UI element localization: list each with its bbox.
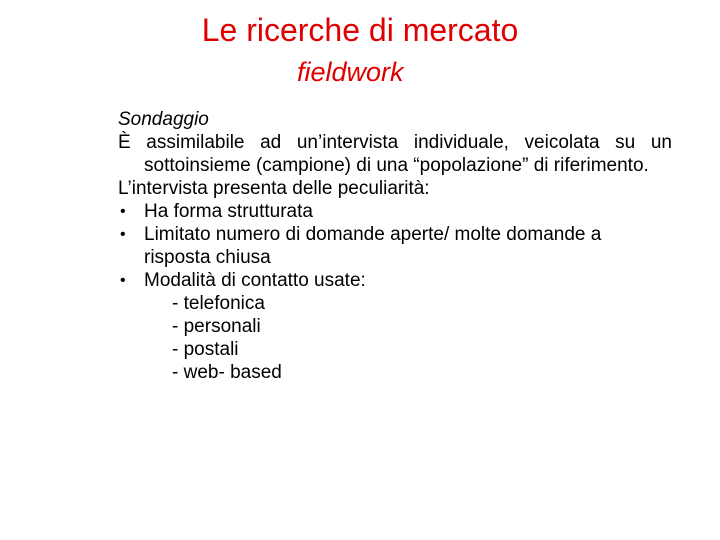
bullet-icon: • bbox=[120, 203, 126, 220]
bullet-text: Limitato numero di domande aperte/ molte domande a risposta chiusa bbox=[144, 224, 602, 268]
bullet-text: Modalità di contatto usate: bbox=[144, 270, 366, 291]
slide-body bbox=[118, 108, 672, 384]
contact-method-item: - postali bbox=[172, 339, 239, 360]
slide-subtitle: fieldwork bbox=[297, 57, 404, 87]
bullet-icon: • bbox=[120, 272, 126, 289]
contact-methods-list bbox=[144, 292, 672, 384]
bullet-item bbox=[118, 200, 672, 223]
contact-method-item: - telefonica bbox=[172, 293, 265, 314]
slide-title: Le ricerche di mercato bbox=[201, 12, 519, 48]
bullet-icon: • bbox=[120, 226, 126, 243]
contact-method-item: - web- based bbox=[172, 362, 282, 383]
section-heading: Sondaggio bbox=[118, 109, 209, 130]
bullet-item bbox=[118, 269, 672, 384]
contact-method-item: - personali bbox=[172, 316, 261, 337]
definition-paragraph: È assimilabile ad un’intervista individuale, veicolata su un sottoinsieme (campione) di una “popolazione” di riferimento. bbox=[118, 132, 672, 176]
bullet-text: Ha forma strutturata bbox=[144, 201, 313, 222]
bullet-list bbox=[118, 200, 672, 384]
intro-line: L’intervista presenta delle peculiarità: bbox=[118, 178, 430, 199]
bullet-item bbox=[118, 223, 672, 269]
